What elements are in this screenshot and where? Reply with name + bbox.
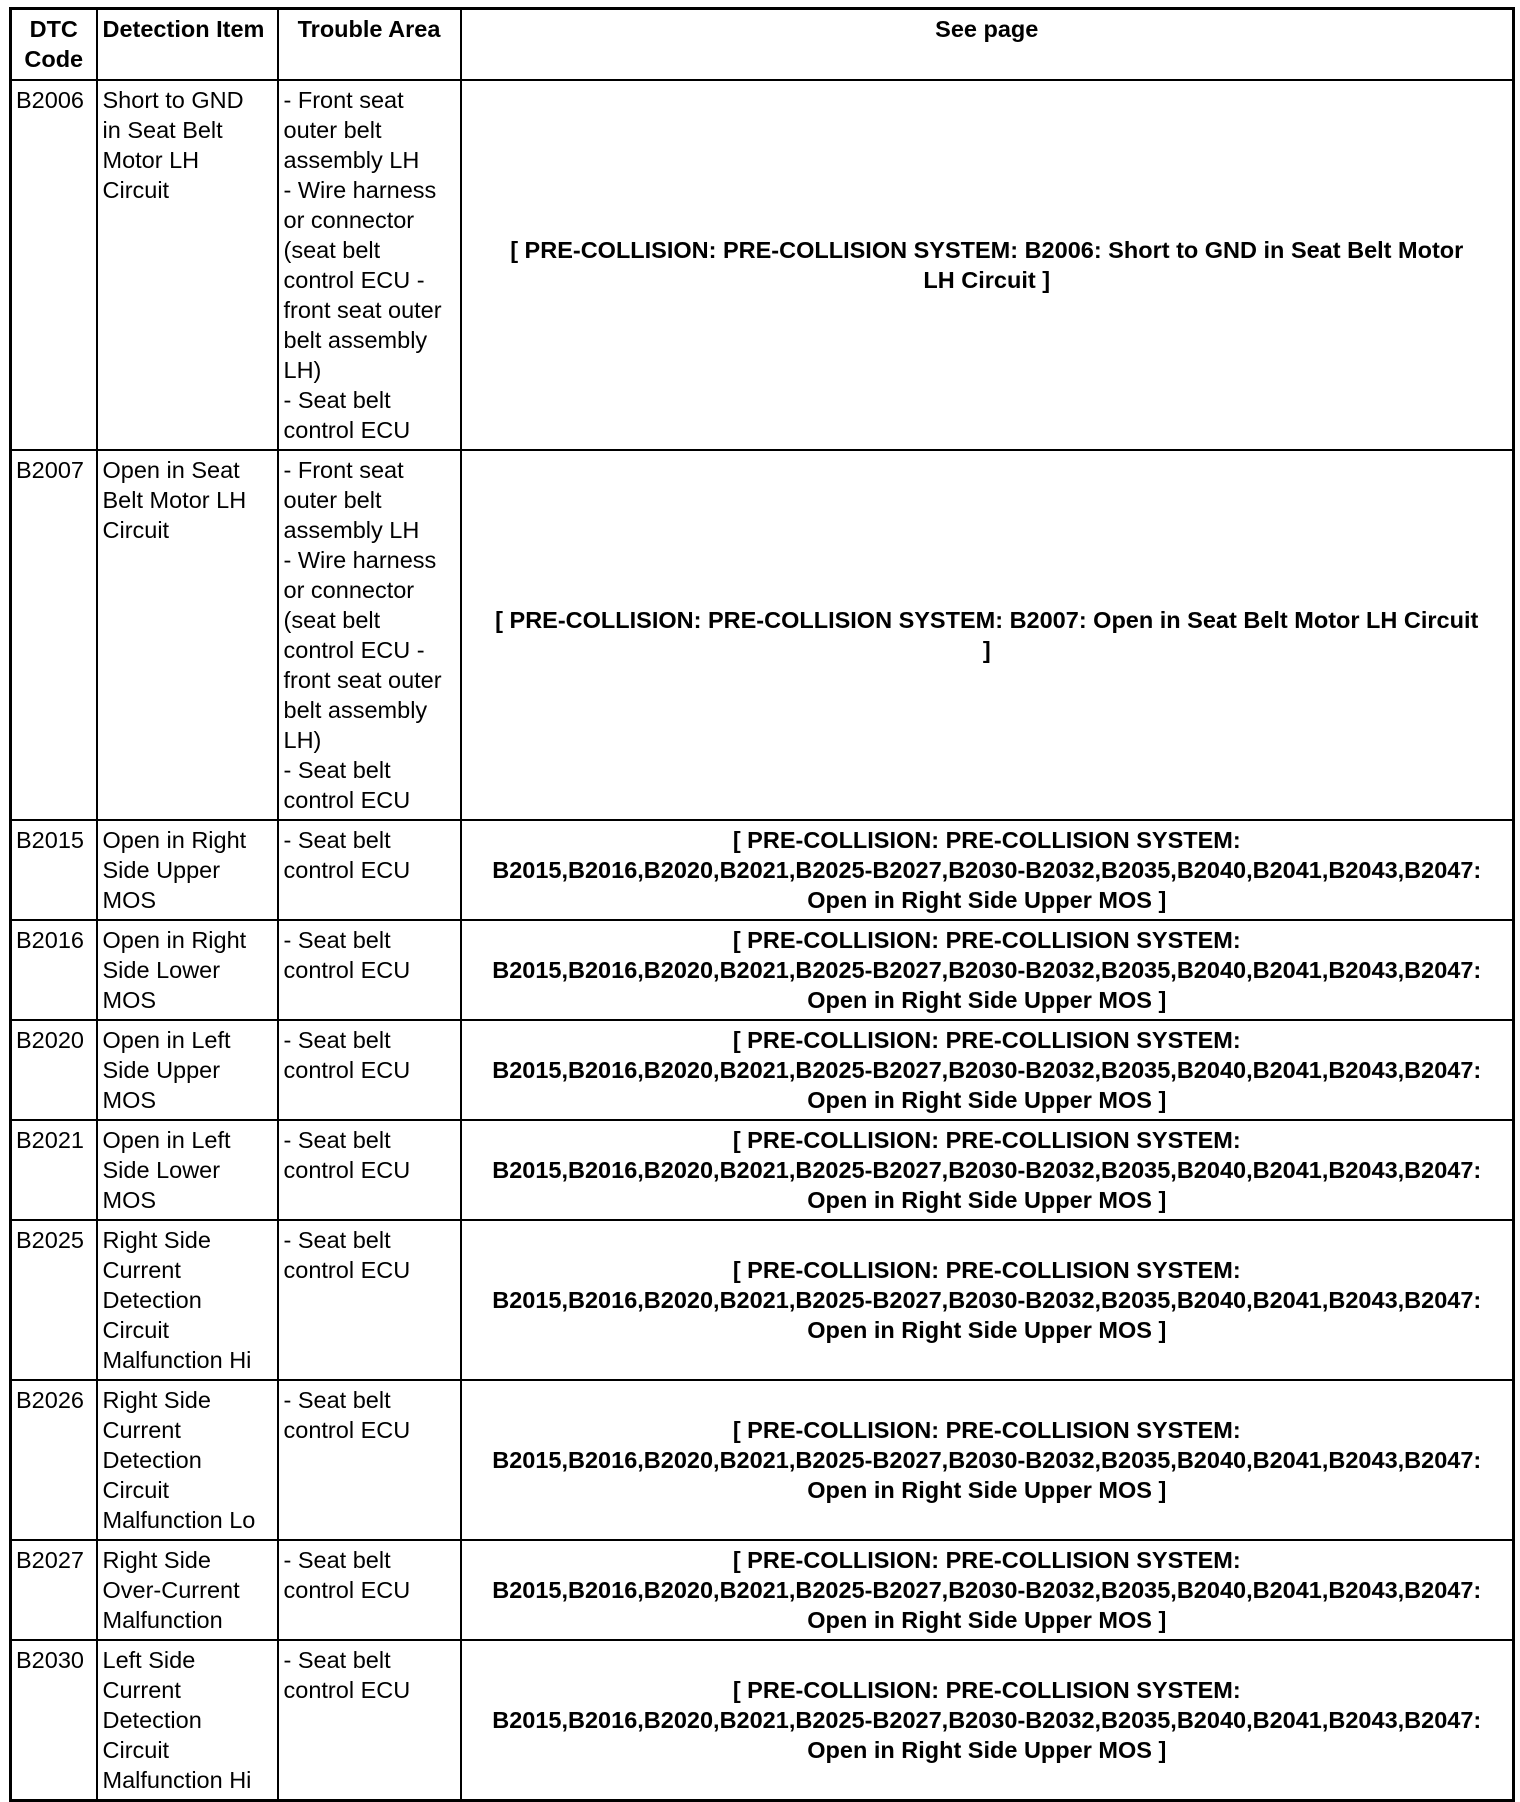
cell-see-page-link[interactable]: [ PRE-COLLISION: PRE-COLLISION SYSTEM: B2015,B2016,B2020,B2021,B2025-B2027,B2030-B2032,B2035,B2040,B2041,B2043,B2047: Open in Right Side Upper MOS ] <box>461 1380 1514 1540</box>
cell-trouble-area: - Seat belt control ECU <box>278 1380 461 1540</box>
cell-see-page-link[interactable]: [ PRE-COLLISION: PRE-COLLISION SYSTEM: B2006: Short to GND in Seat Belt Motor LH Circuit ] <box>461 80 1514 450</box>
cell-dtc-code: B2016 <box>11 920 97 1020</box>
table-row <box>11 1640 1514 1801</box>
table-header <box>11 9 1514 81</box>
cell-detection-item: Open in Seat Belt Motor LH Circuit <box>97 450 278 820</box>
cell-detection-item: Right Side Over-Current Malfunction <box>97 1540 278 1640</box>
cell-trouble-area: - Seat belt control ECU <box>278 1020 461 1120</box>
cell-detection-item: Right Side Current Detection Circuit Malfunction Lo <box>97 1380 278 1540</box>
cell-see-page-link[interactable]: [ PRE-COLLISION: PRE-COLLISION SYSTEM: B2015,B2016,B2020,B2021,B2025-B2027,B2030-B2032,B2035,B2040,B2041,B2043,B2047: Open in Right Side Upper MOS ] <box>461 1020 1514 1120</box>
cell-dtc-code: B2030 <box>11 1640 97 1801</box>
cell-dtc-code: B2015 <box>11 820 97 920</box>
table-row <box>11 1540 1514 1640</box>
cell-see-page-link[interactable]: [ PRE-COLLISION: PRE-COLLISION SYSTEM: B2007: Open in Seat Belt Motor LH Circuit ] <box>461 450 1514 820</box>
table-row <box>11 1120 1514 1220</box>
cell-detection-item: Open in Right Side Lower MOS <box>97 920 278 1020</box>
cell-trouble-area: - Front seat outer belt assembly LH - Wire harness or connector (seat belt control ECU - front seat outer belt assembly LH) - Seat belt control ECU <box>278 450 461 820</box>
cell-trouble-area: - Seat belt control ECU <box>278 1220 461 1380</box>
cell-dtc-code: B2006 <box>11 80 97 450</box>
cell-dtc-code: B2021 <box>11 1120 97 1220</box>
cell-see-page-link[interactable]: [ PRE-COLLISION: PRE-COLLISION SYSTEM: B2015,B2016,B2020,B2021,B2025-B2027,B2030-B2032,B2035,B2040,B2041,B2043,B2047: Open in Right Side Upper MOS ] <box>461 1640 1514 1801</box>
table-row <box>11 1020 1514 1120</box>
table-row <box>11 80 1514 450</box>
cell-dtc-code: B2007 <box>11 450 97 820</box>
cell-dtc-code: B2025 <box>11 1220 97 1380</box>
dtc-table <box>9 7 1515 1802</box>
cell-trouble-area: - Seat belt control ECU <box>278 820 461 920</box>
header-row <box>11 9 1514 81</box>
cell-trouble-area: - Seat belt control ECU <box>278 1540 461 1640</box>
cell-dtc-code: B2020 <box>11 1020 97 1120</box>
table-row <box>11 1380 1514 1540</box>
header-trouble-area: Trouble Area <box>278 9 461 81</box>
cell-detection-item: Left Side Current Detection Circuit Malfunction Hi <box>97 1640 278 1801</box>
cell-detection-item: Open in Right Side Upper MOS <box>97 820 278 920</box>
cell-detection-item: Short to GND in Seat Belt Motor LH Circuit <box>97 80 278 450</box>
table-row <box>11 920 1514 1020</box>
cell-see-page-link[interactable]: [ PRE-COLLISION: PRE-COLLISION SYSTEM: B2015,B2016,B2020,B2021,B2025-B2027,B2030-B2032,B2035,B2040,B2041,B2043,B2047: Open in Right Side Upper MOS ] <box>461 1540 1514 1640</box>
header-dtc-code: DTC Code <box>11 9 97 81</box>
table-row <box>11 820 1514 920</box>
table-body <box>11 80 1514 1801</box>
header-detection-item: Detection Item <box>97 9 278 81</box>
cell-see-page-link[interactable]: [ PRE-COLLISION: PRE-COLLISION SYSTEM: B2015,B2016,B2020,B2021,B2025-B2027,B2030-B2032,B2035,B2040,B2041,B2043,B2047: Open in Right Side Upper MOS ] <box>461 920 1514 1020</box>
table-row <box>11 1220 1514 1380</box>
cell-see-page-link[interactable]: [ PRE-COLLISION: PRE-COLLISION SYSTEM: B2015,B2016,B2020,B2021,B2025-B2027,B2030-B2032,B2035,B2040,B2041,B2043,B2047: Open in Right Side Upper MOS ] <box>461 820 1514 920</box>
cell-see-page-link[interactable]: [ PRE-COLLISION: PRE-COLLISION SYSTEM: B2015,B2016,B2020,B2021,B2025-B2027,B2030-B2032,B2035,B2040,B2041,B2043,B2047: Open in Right Side Upper MOS ] <box>461 1120 1514 1220</box>
cell-trouble-area: - Seat belt control ECU <box>278 1120 461 1220</box>
cell-trouble-area: - Seat belt control ECU <box>278 920 461 1020</box>
cell-trouble-area: - Front seat outer belt assembly LH - Wire harness or connector (seat belt control ECU - front seat outer belt assembly LH) - Seat belt control ECU <box>278 80 461 450</box>
header-see-page: See page <box>461 9 1514 81</box>
cell-see-page-link[interactable]: [ PRE-COLLISION: PRE-COLLISION SYSTEM: B2015,B2016,B2020,B2021,B2025-B2027,B2030-B2032,B2035,B2040,B2041,B2043,B2047: Open in Right Side Upper MOS ] <box>461 1220 1514 1380</box>
cell-dtc-code: B2027 <box>11 1540 97 1640</box>
cell-trouble-area: - Seat belt control ECU <box>278 1640 461 1801</box>
cell-dtc-code: B2026 <box>11 1380 97 1540</box>
cell-detection-item: Open in Left Side Upper MOS <box>97 1020 278 1120</box>
table-row <box>11 450 1514 820</box>
cell-detection-item: Right Side Current Detection Circuit Malfunction Hi <box>97 1220 278 1380</box>
cell-detection-item: Open in Left Side Lower MOS <box>97 1120 278 1220</box>
